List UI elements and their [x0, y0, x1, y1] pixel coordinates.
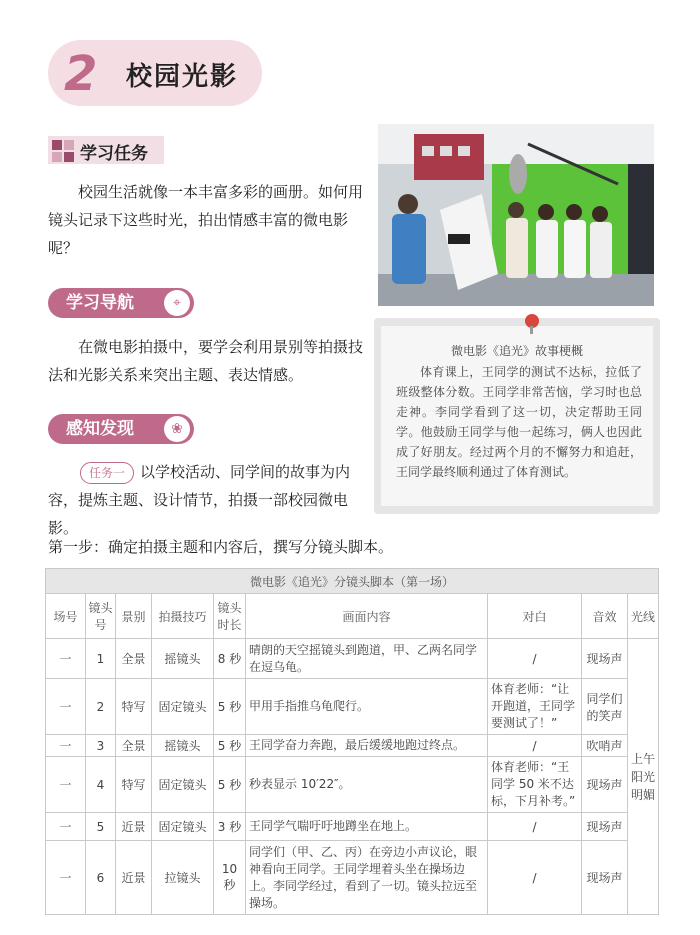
- header-dialogue: 对白: [488, 594, 582, 639]
- cell-dialogue: 体育老师：“让开跑道，王同学要测试了！”: [488, 679, 582, 735]
- cell-dialogue: /: [488, 735, 582, 757]
- cell-technique: 摇镜头: [152, 639, 214, 679]
- section-discover-title: 感知发现: [48, 414, 194, 444]
- cell-shot: 5: [86, 813, 116, 841]
- cell-scene: 一: [46, 813, 86, 841]
- section-guide-text: 在微电影拍摄中，要学会利用景别等拍摄技法和光影关系来突出主题、表达情感。: [48, 338, 364, 384]
- cell-scene: 一: [46, 735, 86, 757]
- grid-squares-icon: [52, 140, 62, 150]
- grid-squares-icon-part: [52, 152, 62, 162]
- table-header-row: [46, 594, 659, 639]
- cell-content: 晴朗的天空摇镜头到跑道，甲、乙两名同学在逗乌龟。: [246, 639, 488, 679]
- cell-technique: 摇镜头: [152, 735, 214, 757]
- table-row: [46, 757, 659, 813]
- synopsis-body: 体育课上，王同学的测试不达标，拉低了班级整体分数。王同学非常苦恼，学习时也总走神。李同学看到了这一切，决定帮助王同学。他鼓励王同学与他一起练习，俩人也因此成了好朋友。经过两个月的不懈努力和追赶，王同学最终顺利通过了体育测试。: [396, 365, 642, 479]
- cell-scene: 一: [46, 757, 86, 813]
- film-set-photo: [378, 124, 654, 306]
- task-text: 以学校活动、同学间的故事为内容，提炼主题、设计情节，拍摄一部校园微电影。: [48, 463, 351, 537]
- table-caption: 微电影《追光》分镜头脚本（第一场）: [46, 569, 659, 594]
- cell-framing: 近景: [116, 841, 152, 915]
- chapter-title: 校园光影: [126, 62, 239, 92]
- cell-sound: 现场声: [582, 639, 628, 679]
- cell-content: 秒表显示 10′22″。: [246, 757, 488, 813]
- table-row: [46, 639, 659, 679]
- cell-scene: 一: [46, 639, 86, 679]
- cell-duration: 5 秒: [214, 735, 246, 757]
- cell-sound: 吹哨声: [582, 735, 628, 757]
- push-pin-stem: [530, 326, 533, 334]
- section-guide-title: 学习导航: [48, 288, 194, 318]
- table-row: [46, 813, 659, 841]
- cell-duration: 8 秒: [214, 639, 246, 679]
- cell-content: 王同学气喘吁吁地蹲坐在地上。: [246, 813, 488, 841]
- cell-content: 甲用手指推乌龟爬行。: [246, 679, 488, 735]
- cell-dialogue: /: [488, 639, 582, 679]
- cell-framing: 全景: [116, 735, 152, 757]
- cell-shot: 1: [86, 639, 116, 679]
- cell-framing: 特写: [116, 757, 152, 813]
- cell-sound: 同学们的笑声: [582, 679, 628, 735]
- header-framing: 景别: [116, 594, 152, 639]
- header-technique: 拍摄技巧: [152, 594, 214, 639]
- cell-scene: 一: [46, 841, 86, 915]
- cell-scene: 一: [46, 679, 86, 735]
- cell-duration: 5 秒: [214, 679, 246, 735]
- task-badge: 任务一: [80, 462, 134, 484]
- grid-squares-icon-part: [64, 152, 74, 162]
- header-duration: 镜头时长: [214, 594, 246, 639]
- cell-content: 王同学奋力奔跑，最后缓缓地跑过终点。: [246, 735, 488, 757]
- lotus-icon: ❀: [164, 416, 190, 442]
- cell-duration: 5 秒: [214, 757, 246, 813]
- table-row: [46, 735, 659, 757]
- cell-dialogue: 体育老师：“王同学 50 米不达标，下月补考。”: [488, 757, 582, 813]
- synopsis-title: 微电影《追光》故事梗概: [450, 344, 583, 358]
- cell-sound: 现场声: [582, 841, 628, 915]
- cell-sound: 现场声: [582, 757, 628, 813]
- header-sound: 音效: [582, 594, 628, 639]
- chapter-number: 2: [64, 46, 98, 102]
- table-row: [46, 841, 659, 915]
- header-scene: 场号: [46, 594, 86, 639]
- cell-dialogue: /: [488, 841, 582, 915]
- cell-shot: 6: [86, 841, 116, 915]
- map-pin-icon: ⌖: [164, 290, 190, 316]
- cell-content: 同学们（甲、乙、丙）在旁边小声议论，眼神看向王同学。王同学埋着头坐在操场边上。李同学经过，看到了一切。镜头拉远至操场。: [246, 841, 488, 915]
- section-task-title: 学习任务: [80, 144, 148, 164]
- header-content: 画面内容: [246, 594, 488, 639]
- cell-duration: 3 秒: [214, 813, 246, 841]
- cell-technique: 固定镜头: [152, 813, 214, 841]
- cell-framing: 特写: [116, 679, 152, 735]
- grid-squares-icon-part: [64, 140, 74, 150]
- cell-technique: 拉镜头: [152, 841, 214, 915]
- cell-framing: 近景: [116, 813, 152, 841]
- cell-light: 上午阳光明媚: [628, 639, 659, 915]
- table-row: [46, 679, 659, 735]
- cell-shot: 3: [86, 735, 116, 757]
- cell-duration: 10 秒: [214, 841, 246, 915]
- cell-shot: 4: [86, 757, 116, 813]
- cell-dialogue: /: [488, 813, 582, 841]
- section-task-text: 校园生活就像一本丰富多彩的画册。如何用镜头记录下这些时光，拍出情感丰富的微电影呢？: [48, 183, 364, 257]
- cell-shot: 2: [86, 679, 116, 735]
- cell-technique: 固定镜头: [152, 679, 214, 735]
- cell-sound: 现场声: [582, 813, 628, 841]
- storyboard-table: [45, 568, 659, 915]
- header-shot: 镜头号: [86, 594, 116, 639]
- cell-technique: 固定镜头: [152, 757, 214, 813]
- step-instruction: 第一步：确定拍摄主题和内容后，撰写分镜头脚本。: [48, 538, 394, 556]
- header-light: 光线: [628, 594, 659, 639]
- cell-framing: 全景: [116, 639, 152, 679]
